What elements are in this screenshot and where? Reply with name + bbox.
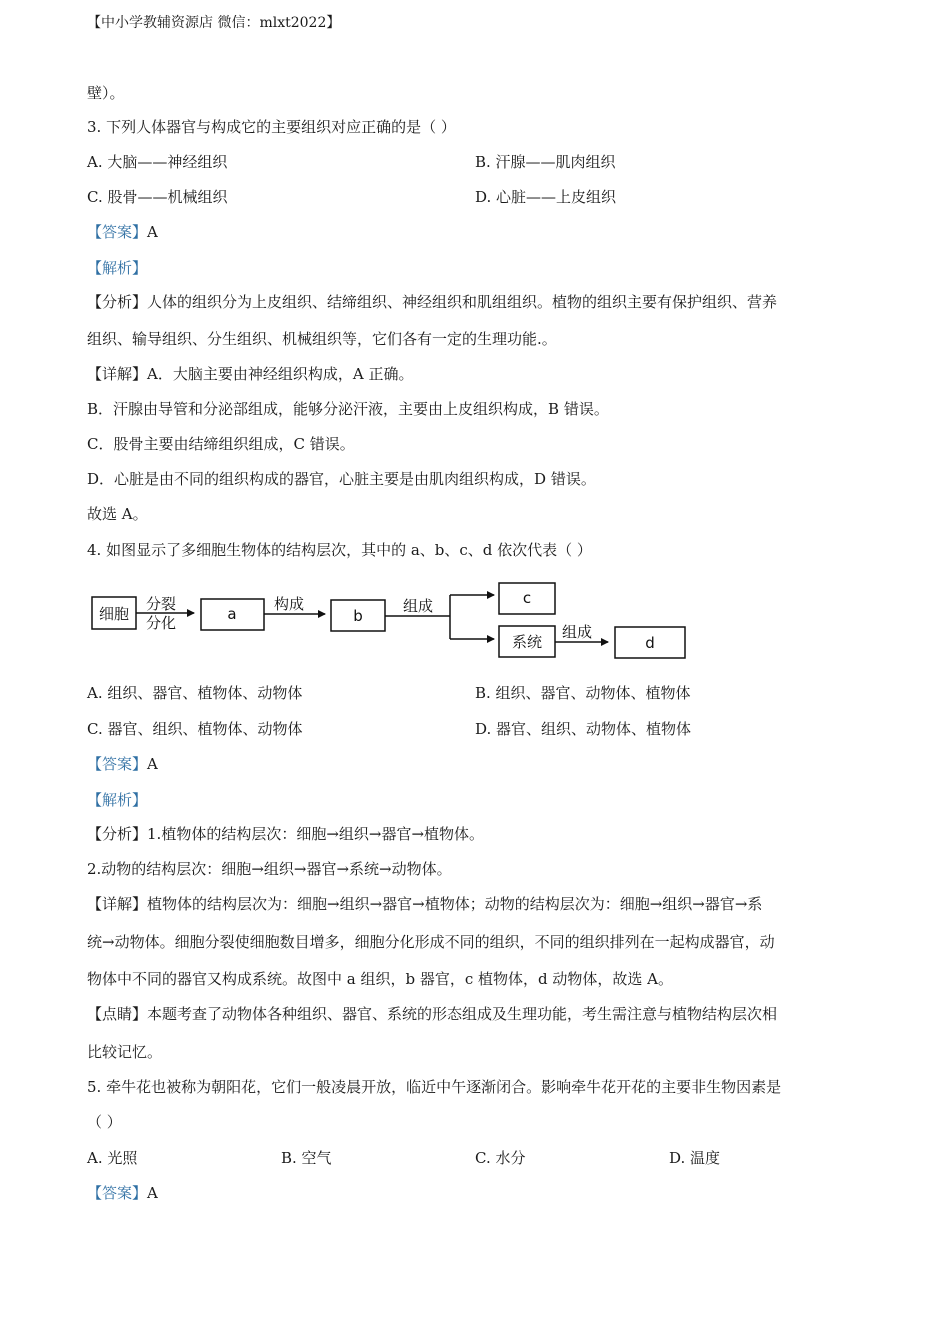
form-label-2: 组成 — [561, 623, 593, 641]
q3-analysis-heading: 【解析】 — [87, 259, 148, 277]
q4-fenxi-2: 2.动物的结构层次：细胞→组织→器官→系统→动物体。 — [87, 860, 452, 878]
q4-analysis-heading: 【解析】 — [87, 791, 148, 809]
continued-text: 壁）。 — [87, 84, 125, 102]
xiangjie-text: A．大脑主要由神经组织构成，A 正确。 — [147, 365, 414, 383]
box-a-label: a — [227, 605, 237, 623]
q5-paren: （ ） — [87, 1113, 122, 1131]
answer-label: 【答案】 — [87, 223, 148, 241]
q3-option-d: D. 心脏——上皮组织 — [475, 188, 617, 206]
q4-answer — [87, 754, 158, 774]
q3-conclusion: 故选 A。 — [87, 505, 148, 523]
q4-xiangjie-2: 统→动物体。细胞分裂使细胞数目增多，细胞分化形成不同的组织，不同的组织排列在一起构成器官，动 — [87, 933, 775, 951]
xiangjie-label: 【详解】 — [87, 365, 148, 383]
q5-option-a: A. 光照 — [87, 1149, 138, 1167]
box-b-label: b — [353, 607, 363, 625]
fenxi-text: 1.植物体的结构层次：细胞→组织→器官→植物体。 — [147, 825, 485, 843]
q4-option-b: B. 组织、器官、动物体、植物体 — [475, 684, 691, 702]
q4-xiangjie-1 — [87, 894, 762, 914]
answer-value: A — [147, 1184, 158, 1202]
fenxi-text: 人体的组织分为上皮组织、结缔组织、神经组织和肌组组织。植物的组织主要有保护组织、营养 — [147, 293, 778, 311]
q4-dianjing-2: 比较记忆。 — [87, 1043, 163, 1061]
answer-label: 【答案】 — [87, 755, 148, 773]
compose-label: 构成 — [273, 595, 305, 613]
q3-fenxi-1 — [87, 292, 777, 312]
q3-xiangjie-1 — [87, 364, 413, 384]
q3-answer — [87, 222, 158, 242]
structure-hierarchy-diagram — [88, 580, 698, 670]
differentiate-label: 分化 — [145, 614, 177, 632]
q3-xiangjie-3: C．股骨主要由结缔组织组成，C 错误。 — [87, 435, 355, 453]
answer-value: A — [147, 223, 158, 241]
q4-option-d: D. 器官、组织、动物体、植物体 — [475, 720, 692, 738]
q5-option-b: B. 空气 — [281, 1149, 332, 1167]
q5-stem: 5. 牵牛花也被称为朝阳花，它们一般凌晨开放，临近中午逐渐闭合。影响牵牛花开花的主要非生物因素是 — [87, 1078, 782, 1096]
answer-label: 【答案】 — [87, 1184, 148, 1202]
q4-xiangjie-3: 物体中不同的器官又构成系统。故图中 a 组织，b 器官，c 植物体，d 动物体，故选 A。 — [87, 970, 673, 988]
q3-stem: 3. 下列人体器官与构成它的主要组织对应正确的是（ ） — [87, 118, 456, 136]
answer-value: A — [147, 755, 158, 773]
q3-option-b: B. 汗腺——肌肉组织 — [475, 153, 616, 171]
dianjing-text: 本题考查了动物体各种组织、器官、系统的形态组成及生理功能，考生需注意与植物结构层次相 — [147, 1005, 778, 1023]
q4-dianjing-1 — [87, 1004, 777, 1024]
box-d-label: d — [645, 634, 655, 652]
fenxi-label: 【分析】 — [87, 293, 148, 311]
system-label: 系统 — [511, 633, 543, 651]
q3-xiangjie-4: D．心脏是由不同的组织构成的器官，心脏主要是由肌肉组织构成，D 错误。 — [87, 470, 596, 488]
q4-option-c: C. 器官、组织、植物体、动物体 — [87, 720, 303, 738]
divide-label: 分裂 — [145, 595, 177, 613]
q4-option-a: A. 组织、器官、植物体、动物体 — [87, 684, 303, 702]
box-c-label: c — [522, 589, 532, 607]
q3-fenxi-2: 组织、输导组织、分生组织、机械组织等，它们各有一定的生理功能.。 — [87, 330, 557, 348]
form-label-1: 组成 — [402, 597, 434, 615]
fenxi-label: 【分析】 — [87, 825, 148, 843]
q4-stem: 4. 如图显示了多细胞生物体的结构层次，其中的 a、b、c、d 依次代表（ ） — [87, 541, 592, 559]
dianjing-label: 【点睛】 — [87, 1005, 148, 1023]
q4-fenxi-1 — [87, 824, 484, 844]
q3-xiangjie-2: B．汗腺由导管和分泌部组成，能够分泌汗液，主要由上皮组织构成，B 错误。 — [87, 400, 609, 418]
cell-label: 细胞 — [98, 605, 130, 623]
xiangjie-text: 植物体的结构层次为：细胞→组织→器官→植物体；动物的结构层次为：细胞→组织→器官→系 — [147, 895, 763, 913]
q5-answer — [87, 1183, 158, 1203]
xiangjie-label: 【详解】 — [87, 895, 148, 913]
q5-option-d: D. 温度 — [669, 1149, 721, 1167]
header-watermark: 【中小学教辅资源店 微信：mlxt2022】 — [87, 15, 341, 31]
q3-option-a: A. 大脑——神经组织 — [87, 153, 228, 171]
q3-option-c: C. 股骨——机械组织 — [87, 188, 228, 206]
q5-option-c: C. 水分 — [475, 1149, 526, 1167]
